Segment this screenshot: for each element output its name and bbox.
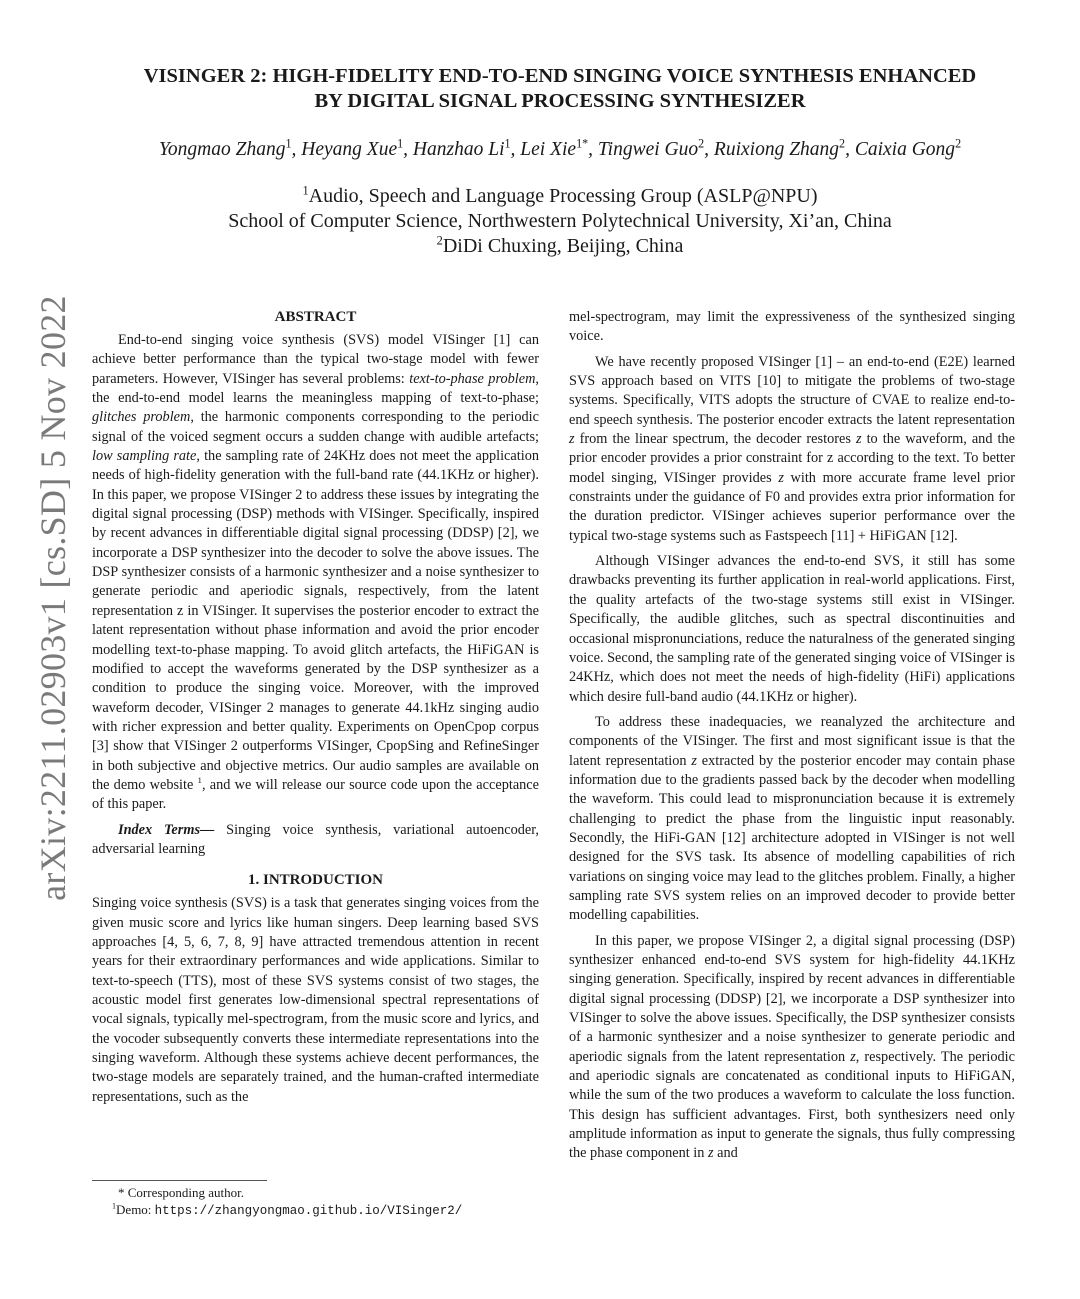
text-run: z: [707, 1145, 714, 1162]
text-run: z: [569, 431, 575, 448]
text-run: We have recently proposed VISinger [1] – an end-to-end (E2E) learned SVS approach based on VITS [10] to mitigate the problems of two-stage systems. Specifically, VITS adopts the structure of CVAE to realize end-to-end speech synthesis. The posterior encoder extracts the latent representation: [569, 353, 1015, 428]
author-affiliation-sup: 1: [504, 136, 511, 151]
author-name: Tingwei Guo: [597, 139, 699, 160]
affiliation-1-sup: 1: [302, 183, 309, 198]
author-affiliation-sup: 1: [285, 136, 292, 151]
text-run: z: [855, 431, 862, 448]
intro-paragraph-1: Singing voice synthesis (SVS) is a task that generates singing voices from the given music score and lyrics like human singers. Deep learning based SVS approaches [4, 5, 6, 7, 8, 9] have attracted tremendous attention in recent years for their extraordinary performances and wide applications. Similar to text-to-speech (TTS), most of these SVS systems consist of two stages, the acoustic model first generates low-dimensional spectral representations of vocal signals, typically mel-spectrogram, from the music score and lyrics, and the vocoder subsequently converts these intermediate representations into the singing waveform. Although these systems achieve decent performances, the two-stage models are separately trained, and the human-crafted intermediate representations, such as the: [92, 895, 539, 1105]
author-separator: ,: [291, 139, 302, 160]
title-line-2: BY DIGITAL SIGNAL PROCESSING SYNTHESIZER: [314, 90, 806, 112]
text-run: End-to-end singing voice synthesis (SVS) model VISinger [1] can achieve better performance than the typical two-stage model with fewer parameters. However, VISinger has several problems:: [92, 332, 539, 387]
text-run: To address these inadequacies, we reanalyzed the architecture and components of the VISinger. The first and most significant issue is that the latent representation: [569, 713, 1015, 769]
text-run: In this paper, we propose VISinger 2, a digital signal processing (DSP) synthesizer enhanced end-to-end SVS system for high-fidelity 44.1KHz singing generation. Specifically, inspired by recent advances in differentiable digital signal processing (DDSP) [2], we incorporate a DSP synthesizer into VISinger to solve the above issues. Specifically, the DSP synthesizer consists of a harmonic synthesizer and a noise synthesizer to generate periodic and aperiodic signals from the latent representation: [569, 932, 1015, 1065]
intro-paragraph-2: [569, 353, 1015, 546]
text-run: z: [691, 752, 697, 769]
affiliation-2-text: DiDi Chuxing, Beijing, China: [442, 235, 684, 257]
text-run: to the waveform, and the prior encoder provides a prior constraint for z according to the text. To better model singing, VISinger provides: [569, 431, 1015, 486]
text-run: low sampling rate: [92, 448, 197, 465]
author-name: Hanzhao Li: [412, 139, 505, 160]
index-terms: [92, 821, 539, 860]
text-run: extracted by the posterior encoder may contain phase information due to the gradients passed back by the decoder when modelling the waveform. This could lead to mispronunciation because it is extremely challenging to predict the phase from the linguistic input reasonably. Secondly, the HiFi-GAN [12] architecture adopted in VISinger is not well designed for the SVS task. Its absence of modelling capabilities of rich variations on singing voice may lead to the glitches problem. Finally, a higher sampling rate SVS system relies on an improved decoder to provide better modelling capabilities.: [569, 752, 1015, 924]
footnote-demo: [112, 1201, 572, 1220]
affiliation-2-sup: 2: [436, 233, 443, 248]
author-separator: ,: [588, 139, 598, 160]
author-affiliation-sup: 2: [839, 136, 846, 151]
text-run: z: [778, 469, 784, 486]
demo-url-link[interactable]: https://zhangyongmao.github.io/VISinger2/: [154, 1204, 463, 1218]
intro-paragraph-4: [569, 713, 1015, 926]
text-run: text-to-phase problem: [409, 370, 536, 387]
author-separator: ,: [403, 139, 413, 160]
index-terms-text: Singing voice synthesis, variational autoencoder, adversarial learning: [92, 821, 539, 857]
text-run: , and we will release our source code upon the acceptance of this paper.: [92, 776, 539, 813]
text-run: , the sampling rate of 24KHz does not meet the application needs of high-fidelity generation with the full-band rate (44.1KHz or higher). In this paper, we propose VISinger 2 to address these issues by integrating the digital signal processing (DSP) methods with VISinger. Specifically, inspired by recent advances in differentiable digital signal processing (DDSP) [2], we incorporate a DSP synthesizer into the decoder to solve the above issues. The DSP synthesizer consists of a harmonic synthesizer and a noise synthesizer to generate periodic and aperiodic signals, respectively, from the latent representation z in VISinger. It supervises the posterior encoder to extract the latent representation without phase information and avoid the prior encoder modelling text-to-phase mapping. To avoid glitch artefacts, the HiFiGAN is modified to accept the waveforms generated by the DSP synthesizer as a condition to produce the singing voice. Moreover, with the improved waveform decoder, VISinger 2 manages to generate 44.1kHz singing audio with richer expression and better quality. Experiments on OpenCpop corpus [3] show that VISinger 2 outperforms VISinger, CpopSing and RefineSinger in both subjective and objective metrics. Our audio samples are available on the demo website: [92, 448, 539, 793]
author-separator: ,: [510, 139, 521, 160]
author-affiliation-sup: 2: [698, 136, 705, 151]
author-list: [40, 137, 1080, 163]
text-run: , the end-to-end model learns the meaningless mapping of text-to-phase;: [92, 370, 539, 407]
author-affiliation-sup: 2: [955, 136, 962, 151]
paper-title: [60, 64, 1060, 114]
text-run: , the harmonic components corresponding to the periodic signal of the voiced segment occurs a sudden change with audible artefacts;: [92, 409, 540, 445]
author-name: Heyang Xue: [301, 139, 398, 160]
footnote-corresponding: * Corresponding author.: [118, 1185, 245, 1200]
text-run: 1: [197, 775, 202, 786]
introduction-heading: 1. INTRODUCTION: [247, 872, 383, 889]
intro-paragraph-5: [569, 932, 1015, 1164]
text-run: with more accurate frame level prior constraints under the guidance of F0 and provides extra prior information for the duration predictor. VISinger achieves superior performance over the typical two-stage systems such as Fastspeech [11] + HiFiGAN [12].: [569, 469, 1015, 544]
footnote-rule: [92, 1180, 267, 1181]
text-run: glitches problem: [92, 409, 191, 426]
affiliation-1-text: Audio, Speech and Language Processing Group (ASLP@NPU): [308, 185, 818, 207]
affiliation-1-school: School of Computer Science, Northwestern Polytechnical University, Xi’an, China: [228, 210, 892, 232]
index-terms-label: Index Terms—: [118, 821, 215, 838]
author-name: Caixia Gong: [854, 139, 956, 160]
affiliation-1: [60, 184, 1060, 209]
intro-paragraph-continued: mel-spectrogram, may limit the expressiveness of the synthesized singing voice.: [569, 309, 1015, 345]
title-line-1: VISINGER 2: HIGH-FIDELITY END-TO-END SINGING VOICE SYNTHESIS ENHANCED: [143, 65, 977, 87]
author-separator: ,: [704, 139, 714, 160]
author-name: Lei Xie: [520, 139, 577, 160]
text-run: from the linear spectrum, the decoder restores: [574, 431, 856, 448]
right-column: [569, 308, 1015, 1164]
text-run: z: [850, 1048, 856, 1065]
left-column: [92, 308, 539, 1107]
abstract-body: [92, 331, 539, 815]
author-name: Ruixiong Zhang: [713, 139, 840, 160]
affiliation-2: [60, 234, 1060, 259]
intro-paragraph-3: Although VISinger advances the end-to-end SVS, it still has some drawbacks preventing its further application in real-world applications. First, the quality artefacts of the two-stage systems still exist in VISinger. Specifically, the audible glitches, such as spectral discontinuities and occasional mispronunciations, reduce the naturalness of the generated singing voice. Second, the sampling rate of the generated singing voice of VISinger is 24KHz, which does not meet the needs of high-fidelity (HiFi) applications which desire full-band audio (44.1KHz or higher).: [569, 553, 1015, 705]
footnote-demo-sup: 1: [112, 1201, 117, 1211]
footnote-demo-label: Demo:: [116, 1202, 155, 1217]
author-affiliation-sup: 1*: [576, 136, 589, 151]
author-separator: ,: [845, 139, 855, 160]
text-run: and: [713, 1145, 738, 1162]
author-name: Yongmao Zhang: [158, 139, 286, 160]
author-affiliation-sup: 1: [397, 136, 404, 151]
affiliations: [60, 184, 1060, 259]
abstract-heading: ABSTRACT: [274, 309, 357, 325]
text-run: , respectively. The periodic and aperiodic signals are concatenated as conditional inputs to HiFiGAN, while the sum of the two produces a waveform to calculate the loss function. This design has sufficient advantages. First, both synthesizers need only amplitude information as input to generate the signals, thus fully compressing the phase component in: [569, 1048, 1016, 1162]
arxiv-identifier: arXiv:2211.02903v1 [cs.SD] 5 Nov 2022: [33, 295, 73, 901]
